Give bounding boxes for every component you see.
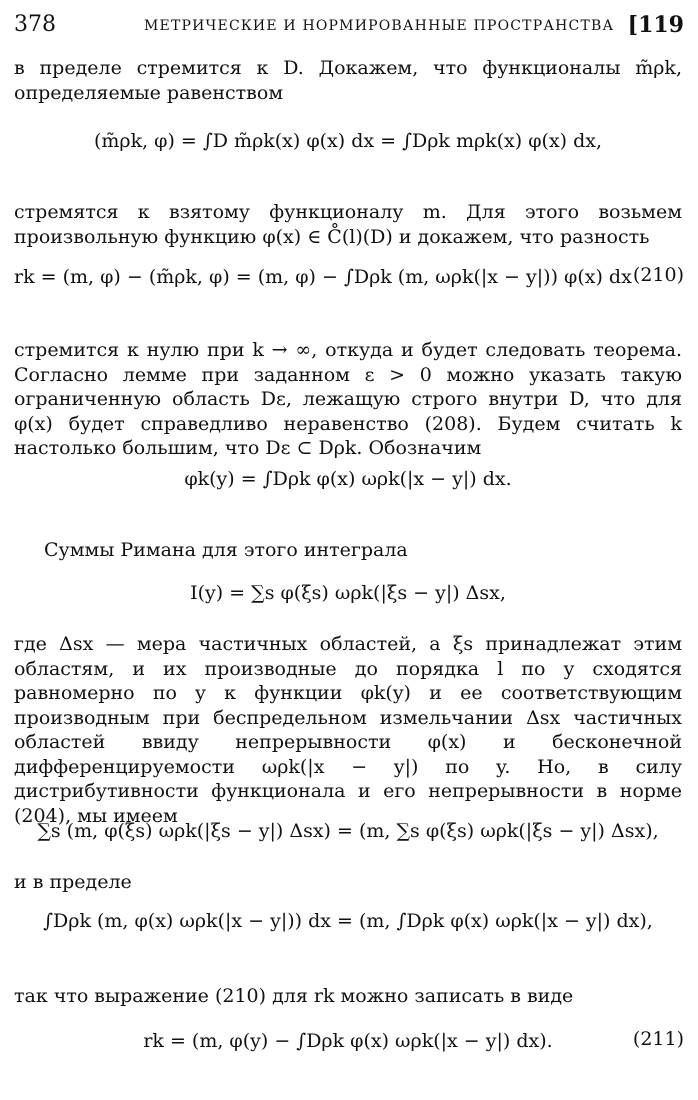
paragraph-3: стремится к нулю при k → ∞, откуда и будет следовать теорема. Согласно лемме при заданном ε > 0 можно указать такую ограниченную область Dε, лежащую строго внутри D, что для φ(x) будет справедливо неравенство (208). Будем считать k настолько большим, что Dε ⊂ Dρk. Обозначим	[14, 339, 682, 459]
paragraph-4: где Δsx — мера частичных областей, а ξs принадлежат этим областям, и их производные до порядка l по y сходятся равномерно по y к функции φk(y) и ее соответствующим производным при беспредельном измельчании Δsx частичных областей ввиду непрерывности φ(x) и бесконечной дифференцируемости ωρk(|x − y|) по y. Но, в силу дистрибутивности функционала и его непрерывности в норме (204), мы имеем	[14, 633, 682, 827]
equation-riemann-sum: I(y) = ∑s φ(ξs) ωρk(|ξs − y|) Δsx,	[190, 582, 506, 604]
running-title: МЕТРИЧЕСКИЕ И НОРМИРОВАННЫЕ ПРОСТРАНСТВА	[144, 18, 615, 34]
equation-number-210: (210)	[632, 264, 684, 286]
paragraph-2: стремятся к взятому функционалу m. Для этого возьмем произвольную функцию φ(x) ∈ C̊(l)(D) и докажем, что разность	[14, 201, 682, 248]
equation-sum-distributive: ∑s (m, φ(ξs) ωρk(|ξs − y|) Δsx) = (m, ∑s φ(ξs) ωρk(|ξs − y|) Δsx),	[37, 820, 659, 842]
paragraph-riemann: Суммы Римана для этого интеграла	[44, 539, 408, 561]
paragraph-limit: и в пределе	[14, 871, 132, 893]
equation-functional-def: (m̃ρk, φ) = ∫D m̃ρk(x) φ(x) dx = ∫Dρk mρk(x) φ(x) dx,	[93, 130, 603, 152]
section-number: [119	[627, 12, 684, 38]
equation-limit: ∫Dρk (m, φ(x) ωρk(|x − y|)) dx = (m, ∫Dρk φ(x) ωρk(|x − y|) dx),	[43, 910, 653, 932]
equation-phi-k: φk(y) = ∫Dρk φ(x) ωρk(|x − y|) dx.	[184, 468, 512, 490]
equation-number-211: (211)	[632, 1028, 684, 1050]
equation-211: rk = (m, φ(y) − ∫Dρk φ(x) ωρk(|x − y|) dx).	[143, 1030, 553, 1052]
page-header	[14, 12, 684, 42]
equation-210: rk = (m, φ) − (m̃ρk, φ) = (m, φ) − ∫Dρk (m, ωρk(|x − y|)) φ(x) dx	[14, 266, 632, 288]
paragraph-5: так что выражение (210) для rk можно записать в виде	[14, 985, 574, 1007]
page-number: 378	[14, 12, 56, 37]
paragraph-1: в пределе стремится к D. Докажем, что функционалы m̃ρk, определяемые равенством	[14, 57, 682, 104]
